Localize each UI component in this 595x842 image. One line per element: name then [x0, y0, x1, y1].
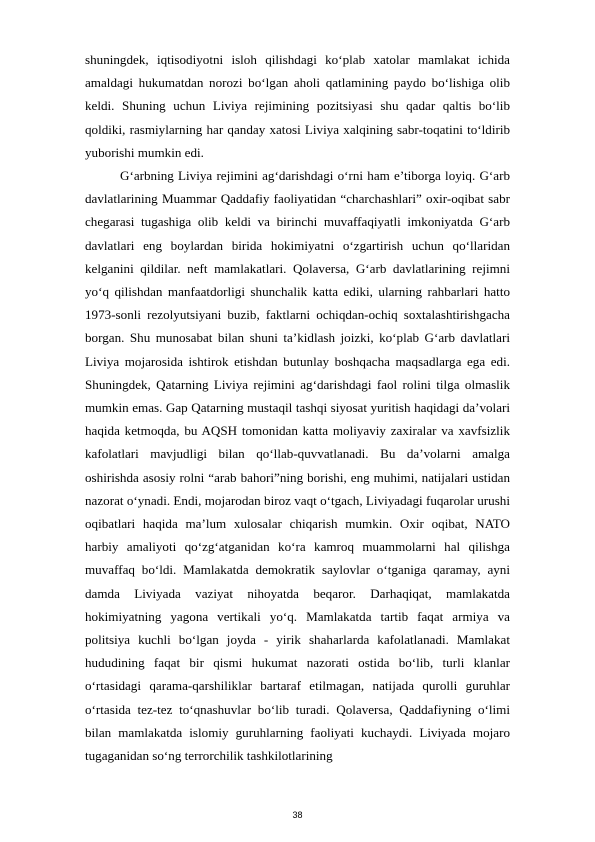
- paragraph-continuation: shuningdek, iqtisodiyotni isloh qilishdagi koʻplab xatolar mamlakat ichida amaldagi hukumatdan norozi boʻlgan aholi qatlamining paydo boʻlishiga olib keldi. Shuning uchun Liviya rejimining pozitsiyasi shu qadar qaltis boʻlib qoldiki, rasmiylarning har qanday xatosi Liviya xalqining sabr-toqatini toʻldirib yuborishi mumkin edi.: [85, 52, 510, 160]
- page-number: 38: [292, 810, 303, 820]
- paragraph-west-role: Gʻarbning Liviya rejimini agʻdarishdagi oʻrni ham e’tiborga loyiq. Gʻarb davlatlarining Muammar Qaddafiy faoliyatidan “charchashlari” oxir-oqibat sabr chegarasi tugashiga olib keldi va birinchi muvaffaqiyatli imkoniyatda Gʻarb davlatlari eng boylardan birida hokimiyatni oʻzgartirish uchun qoʻllaridan kelganini qildilar. neft mamlakatlari. Qolaversa, Gʻarb davlatlarining rejimni yoʻq qilishdan manfaatdorligi shunchalik katta ediki, ularning rahbarlari hatto 1973-sonli rezolyutsiyani buzib, faktlarni ochiqdan-ochiq soxtalashtirishgacha borgan. Shu munosabat bilan shuni ta’kidlash joizki, koʻplab Gʻarb davlatlari Liviya mojarosida ishtirok etishdan butunlay boshqacha maqsadlarga ega edi. Shuningdek, Qatarning Liviya rejimini agʻdarishdagi faol rolini tilga olmaslik mumkin emas. Gap Qatarning mustaqil tashqi siyosat yuritish haqidagi da’volari haqida ketmoqda, bu AQSH tomonidan katta moliyaviy zaxiralar va xavfsizlik kafolatlari mavjudligi bilan qoʻllab-quvvatlanadi. Bu da’volarni amalga oshirishda asosiy rolni “arab bahori”ning borishi, eng muhimi, natijalari ustidan nazorat oʻynadi. Endi, mojarodan biroz vaqt oʻtgach, Liviyadagi fuqarolar urushi oqibatlari haqida ma’lum xulosalar chiqarish mumkin. Oxir oqibat, NATO harbiy amaliyoti qoʻzgʻatganidan koʻra kamroq muammolarni hal qilishga muvaffaq boʻldi. Mamlakatda demokratik saylovlar oʻtganiga qaramay, ayni damda Liviyada vaziyat nihoyatda beqaror. Darhaqiqat, mamlakatda hokimiyatning yagona vertikali yoʻq. Mamlakatda tartib faqat armiya va politsiya kuchli boʻlgan joyda - yirik shaharlarda kafolatlanadi. Mamlakat hududining faqat bir qismi hukumat nazorati ostida boʻlib, turli klanlar oʻrtasidagi qarama-qarshiliklar bartaraf etilmagan, natijada qurolli guruhlar oʻrtasida tez-tez toʻqnashuvlar boʻlib turadi. Qolaversa, Qaddafiyning oʻlimi bilan mamlakatda islomiy guruhlarning faoliyati kuchaydi. Liviyada mojaro tugaganidan soʻng terrorchilik tashkilotlarining: [85, 168, 510, 764]
- document-page: [85, 48, 510, 767]
